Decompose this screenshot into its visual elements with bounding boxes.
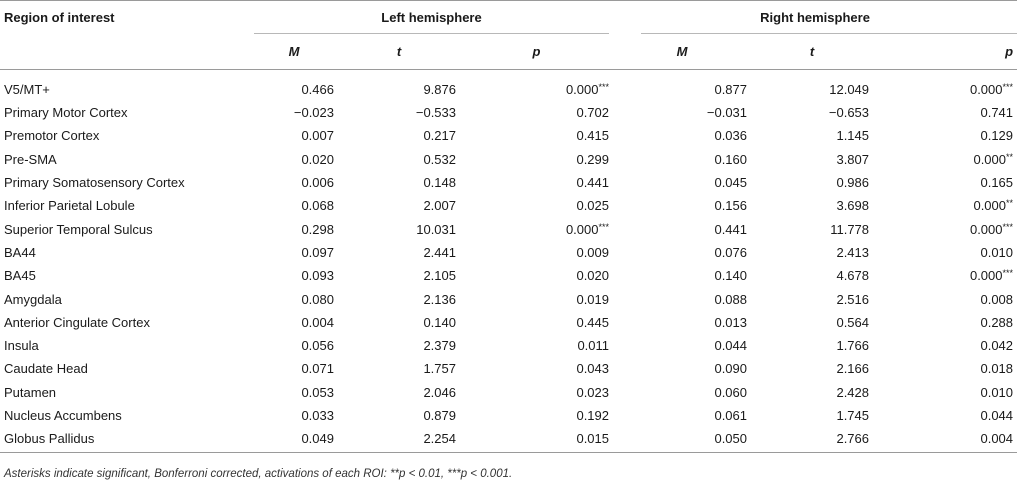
left-t-cell-value: 10.031: [416, 221, 456, 237]
left-hemisphere-header: [250, 0, 613, 34]
left-p-cell-value: 0.445: [576, 314, 610, 330]
right-hemisphere-label: Right hemisphere: [760, 9, 870, 25]
right-t-cell-value: 2.766: [836, 431, 870, 447]
left-t-cell: [338, 334, 460, 357]
left-m-cell-value: 0.080: [301, 291, 334, 307]
right-m-cell-value: 0.076: [714, 244, 748, 260]
table-row: [0, 427, 1017, 453]
significance-marker: ***: [598, 82, 610, 92]
right-m-cell: [613, 171, 751, 194]
region-header: Region of interest: [4, 9, 115, 25]
left-p-cell-value: 0.000: [565, 82, 599, 97]
region-cell-value: Primary Somatosensory Cortex: [4, 175, 185, 191]
left-m-cell-value: 0.006: [301, 175, 334, 191]
left-t-cell-value: 2.007: [423, 198, 456, 214]
region-cell: [0, 70, 250, 102]
right-p-cell: [873, 148, 1017, 171]
left-m-cell: [250, 404, 338, 427]
left-p-cell: [460, 404, 613, 427]
left-t-cell-value: −0.533: [415, 105, 456, 121]
region-cell: [0, 101, 250, 124]
left-m-header: M: [288, 44, 300, 59]
right-p-cell: [873, 287, 1017, 310]
right-t-cell: [751, 241, 873, 264]
left-m-cell-value: 0.466: [301, 82, 334, 97]
right-m-cell-value: 0.156: [714, 198, 748, 214]
right-t-cell: [751, 357, 873, 380]
right-p-cell-value: 0.000: [969, 268, 1003, 284]
significance-marker: ***: [1002, 268, 1014, 279]
left-t-cell: [338, 101, 460, 124]
significance-marker: **: [1006, 151, 1014, 162]
right-m-cell: [613, 357, 751, 380]
right-t-cell: [751, 101, 873, 124]
right-t-cell: [751, 381, 873, 404]
left-t-cell: [338, 148, 460, 171]
right-t-cell-value: 0.564: [836, 314, 870, 330]
right-t-cell: [751, 194, 873, 217]
left-t-cell-value: 9.876: [423, 82, 456, 97]
left-m-cell-value: 0.068: [301, 198, 334, 214]
left-m-cell-value: 0.049: [301, 431, 334, 447]
right-t-cell: [751, 334, 873, 357]
left-t-cell: [338, 194, 460, 217]
left-p-cell-value: 0.299: [576, 151, 610, 167]
left-p-cell: [460, 217, 613, 240]
right-m-cell-value: 0.013: [714, 314, 748, 330]
left-p-cell: [460, 101, 613, 124]
right-m-cell-value: 0.036: [714, 128, 748, 144]
right-m-header: M: [676, 44, 688, 59]
left-p-cell: [460, 241, 613, 264]
region-cell: [0, 427, 250, 453]
right-m-cell: [613, 194, 751, 217]
right-t-cell: [751, 171, 873, 194]
table-row: [0, 101, 1017, 124]
table-row: [0, 124, 1017, 147]
left-m-cell: [250, 381, 338, 404]
left-p-cell: [460, 124, 613, 147]
table-row: [0, 381, 1017, 404]
right-t-cell-value: 2.413: [836, 244, 870, 260]
left-p-cell-value: 0.043: [576, 361, 610, 377]
right-t-cell: [751, 124, 873, 147]
region-cell-value: Premotor Cortex: [4, 128, 100, 144]
left-m-cell: [250, 171, 338, 194]
region-cell-value: Nucleus Accumbens: [4, 408, 122, 423]
left-m-cell-value: 0.056: [301, 338, 334, 354]
left-m-cell: [250, 70, 338, 102]
right-p-cell: [873, 70, 1017, 102]
left-t-cell: [338, 287, 460, 310]
left-p-cell: [460, 311, 613, 334]
left-p-cell: [460, 171, 613, 194]
left-t-cell: [338, 311, 460, 334]
right-p-cell: [873, 311, 1017, 334]
right-t-cell-value: 12.049: [829, 82, 870, 97]
left-t-cell: [338, 357, 460, 380]
left-m-cell-value: −0.023: [293, 105, 334, 121]
left-t-cell-value: 1.757: [423, 361, 456, 377]
left-p-header: p: [532, 44, 541, 59]
table-row: [0, 171, 1017, 194]
right-p-cell-value: 0.004: [980, 431, 1014, 447]
left-t-cell: [338, 381, 460, 404]
right-m-cell: [613, 311, 751, 334]
significance-marker: **: [1006, 198, 1014, 209]
left-m-cell: [250, 194, 338, 217]
right-t-cell-value: 4.678: [836, 268, 870, 284]
right-p-cell-value: 0.129: [980, 128, 1014, 144]
right-m-cell: [613, 217, 751, 240]
right-t-cell: [751, 311, 873, 334]
region-cell-value: Insula: [4, 338, 39, 354]
region-cell: [0, 148, 250, 171]
left-hemisphere-underline: [254, 33, 609, 34]
left-m-cell: [250, 357, 338, 380]
region-cell-value: Superior Temporal Sulcus: [4, 221, 153, 237]
right-p-cell-value: 0.165: [980, 175, 1014, 191]
right-m-cell-value: 0.877: [714, 82, 748, 97]
left-p-cell: [460, 381, 613, 404]
region-cell: [0, 124, 250, 147]
right-p-cell-value: 0.008: [980, 291, 1014, 307]
right-p-cell: [873, 124, 1017, 147]
right-p-cell-value: 0.000: [973, 151, 1007, 167]
right-p-header: p: [1005, 44, 1014, 59]
right-p-cell-value: 0.018: [980, 361, 1014, 377]
right-t-cell: [751, 404, 873, 427]
right-t-cell-value: 2.516: [836, 291, 870, 307]
left-t-header: t: [396, 44, 402, 59]
left-p-cell-value: 0.000: [565, 221, 599, 237]
left-p-cell-value: 0.011: [577, 338, 610, 354]
right-p-cell: [873, 264, 1017, 287]
region-cell: [0, 194, 250, 217]
left-p-cell-value: 0.009: [576, 244, 610, 260]
right-m-cell-value: 0.140: [714, 268, 748, 284]
right-p-cell: [873, 101, 1017, 124]
left-m-cell-value: 0.033: [301, 408, 334, 423]
header-row-groups: [0, 0, 1017, 34]
table-footnote: Asterisks indicate significant, Bonferroni corrected, activations of each ROI: **p < 0.01, ***p < 0.001.: [4, 468, 513, 480]
table-row: [0, 70, 1017, 102]
right-t-cell-value: 2.166: [836, 361, 870, 377]
left-p-cell-value: 0.015: [576, 431, 610, 447]
region-cell: [0, 404, 250, 427]
region-cell-value: Primary Motor Cortex: [4, 105, 128, 121]
region-cell-value: Globus Pallidus: [4, 431, 95, 447]
left-m-cell-value: 0.007: [301, 128, 334, 144]
right-t-cell-value: 2.428: [836, 384, 870, 400]
right-m-cell: [613, 264, 751, 287]
left-p-cell-value: 0.020: [576, 268, 610, 284]
left-t-cell-value: 0.140: [423, 314, 456, 330]
region-cell-value: Inferior Parietal Lobule: [4, 198, 135, 214]
left-m-cell: [250, 287, 338, 310]
left-p-cell: [460, 427, 613, 453]
right-t-cell-value: 0.986: [836, 175, 870, 191]
right-t-cell-value: 1.145: [836, 128, 870, 144]
left-hemisphere-label: Left hemisphere: [381, 9, 482, 25]
right-p-cell-value: 0.000: [969, 221, 1003, 237]
left-m-cell-value: 0.071: [301, 361, 334, 377]
left-t-cell-value: 2.136: [423, 291, 456, 307]
left-t-cell-value: 0.879: [423, 408, 456, 423]
left-t-cell: [338, 124, 460, 147]
right-p-cell-value: 0.010: [980, 384, 1014, 400]
right-m-cell-value: 0.088: [714, 291, 748, 307]
header-row-columns: [0, 34, 1017, 70]
region-cell-value: BA45: [4, 268, 36, 284]
region-cell: [0, 287, 250, 310]
table-row: [0, 194, 1017, 217]
table-body: [0, 70, 1017, 453]
table-row: [0, 217, 1017, 240]
right-m-cell-value: 0.441: [714, 221, 748, 237]
right-m-cell: [613, 287, 751, 310]
right-p-cell-value: 0.288: [980, 314, 1014, 330]
region-cell: [0, 241, 250, 264]
left-m-cell: [250, 241, 338, 264]
right-m-cell-value: 0.050: [714, 431, 748, 447]
right-p-cell-value: 0.000: [969, 82, 1003, 97]
right-t-cell: [751, 217, 873, 240]
right-p-cell: [873, 334, 1017, 357]
right-t-cell-value: −0.653: [828, 105, 870, 121]
right-m-cell-value: 0.061: [714, 408, 748, 423]
right-m-cell-value: 0.090: [714, 361, 748, 377]
right-t-header: t: [809, 44, 815, 59]
right-m-cell: [613, 101, 751, 124]
left-m-cell: [250, 427, 338, 453]
region-cell: [0, 311, 250, 334]
right-p-cell-value: 0.000: [973, 198, 1007, 214]
left-p-cell-value: 0.025: [576, 198, 610, 214]
left-m-cell: [250, 124, 338, 147]
left-p-cell-value: 0.441: [576, 175, 610, 191]
left-t-cell: [338, 427, 460, 453]
left-p-cell: [460, 287, 613, 310]
region-cell-value: Pre-SMA: [4, 151, 57, 167]
left-t-cell-value: 2.254: [423, 431, 456, 447]
table-row: [0, 357, 1017, 380]
right-m-cell: [613, 148, 751, 171]
region-cell-value: Putamen: [4, 384, 57, 400]
right-t-cell-value: 3.807: [836, 151, 870, 167]
region-cell: [0, 381, 250, 404]
right-p-cell-value: 0.042: [980, 338, 1014, 354]
left-t-cell-value: 2.105: [423, 268, 456, 284]
left-p-cell: [460, 264, 613, 287]
right-t-cell-value: 3.698: [836, 198, 870, 214]
right-p-cell-value: 0.741: [980, 105, 1014, 121]
table-row: [0, 334, 1017, 357]
left-p-cell: [460, 70, 613, 102]
right-m-cell-value: 0.045: [714, 175, 748, 191]
left-t-cell-value: 0.148: [423, 175, 456, 191]
significance-marker: ***: [598, 221, 610, 232]
table-row: [0, 287, 1017, 310]
significance-marker: ***: [1002, 82, 1014, 92]
right-p-cell: [873, 357, 1017, 380]
right-t-cell: [751, 287, 873, 310]
left-m-cell: [250, 148, 338, 171]
right-hemisphere-header: [613, 0, 1017, 34]
left-p-cell: [460, 334, 613, 357]
left-m-cell-value: 0.298: [301, 221, 334, 237]
region-cell: [0, 334, 250, 357]
right-m-cell-value: 0.060: [714, 384, 748, 400]
left-t-cell: [338, 171, 460, 194]
left-t-cell: [338, 264, 460, 287]
right-t-cell: [751, 148, 873, 171]
left-m-cell: [250, 311, 338, 334]
region-cell: [0, 264, 250, 287]
right-m-cell-value: 0.160: [714, 151, 748, 167]
right-p-cell: [873, 217, 1017, 240]
right-t-cell: [751, 70, 873, 102]
left-p-cell: [460, 357, 613, 380]
right-p-cell: [873, 241, 1017, 264]
region-cell: [0, 171, 250, 194]
right-m-cell-value: −0.031: [706, 105, 748, 121]
right-m-cell: [613, 124, 751, 147]
left-t-cell: [338, 404, 460, 427]
left-t-cell-value: 0.532: [423, 151, 456, 167]
region-cell-value: Anterior Cingulate Cortex: [4, 314, 150, 330]
right-p-cell: [873, 427, 1017, 453]
table-row: [0, 148, 1017, 171]
left-t-cell: [338, 70, 460, 102]
right-t-cell-value: 1.766: [836, 338, 870, 354]
left-p-cell: [460, 194, 613, 217]
left-p-cell-value: 0.023: [576, 384, 610, 400]
left-t-cell: [338, 241, 460, 264]
right-p-cell: [873, 404, 1017, 427]
left-t-cell: [338, 217, 460, 240]
right-m-cell: [613, 381, 751, 404]
table-row: [0, 311, 1017, 334]
right-hemisphere-underline: [641, 33, 1017, 34]
left-m-cell-value: 0.093: [301, 268, 334, 284]
left-m-cell: [250, 264, 338, 287]
right-p-cell: [873, 381, 1017, 404]
left-m-cell-value: 0.004: [301, 314, 334, 330]
left-m-cell: [250, 101, 338, 124]
left-m-cell: [250, 334, 338, 357]
region-cell-value: V5/MT+: [4, 82, 50, 97]
left-t-cell-value: 2.441: [423, 244, 456, 260]
right-t-cell-value: 11.778: [830, 221, 870, 237]
left-m-cell-value: 0.053: [301, 384, 334, 400]
region-cell: [0, 217, 250, 240]
left-t-cell-value: 2.379: [423, 338, 456, 354]
table-row: [0, 241, 1017, 264]
region-cell-value: Caudate Head: [4, 361, 88, 377]
left-p-cell-value: 0.702: [576, 105, 610, 121]
left-m-cell-value: 0.097: [301, 244, 334, 260]
right-p-cell-value: 0.010: [980, 244, 1014, 260]
left-m-cell-value: 0.020: [301, 151, 334, 167]
left-p-cell-value: 0.019: [576, 291, 610, 307]
significance-marker: ***: [1002, 221, 1014, 232]
right-m-cell: [613, 334, 751, 357]
right-t-cell: [751, 264, 873, 287]
region-subheader-empty: [0, 34, 250, 70]
region-cell: [0, 357, 250, 380]
right-m-cell: [613, 241, 751, 264]
left-t-cell-value: 0.217: [423, 128, 456, 144]
right-p-cell: [873, 171, 1017, 194]
right-t-cell: [751, 427, 873, 453]
right-t-cell-value: 1.745: [836, 408, 870, 423]
right-m-cell: [613, 70, 751, 102]
table-row: [0, 264, 1017, 287]
region-cell-value: Amygdala: [4, 291, 62, 307]
region-cell-value: BA44: [4, 244, 36, 260]
right-p-cell: [873, 194, 1017, 217]
left-p-cell-value: 0.192: [576, 408, 610, 423]
left-p-cell-value: 0.415: [576, 128, 610, 144]
left-t-cell-value: 2.046: [423, 384, 456, 400]
left-p-cell: [460, 148, 613, 171]
right-m-cell-value: 0.044: [714, 338, 748, 354]
table-row: [0, 404, 1017, 427]
left-m-cell: [250, 217, 338, 240]
right-m-cell: [613, 427, 751, 453]
right-m-cell: [613, 404, 751, 427]
right-p-cell-value: 0.044: [980, 408, 1014, 423]
